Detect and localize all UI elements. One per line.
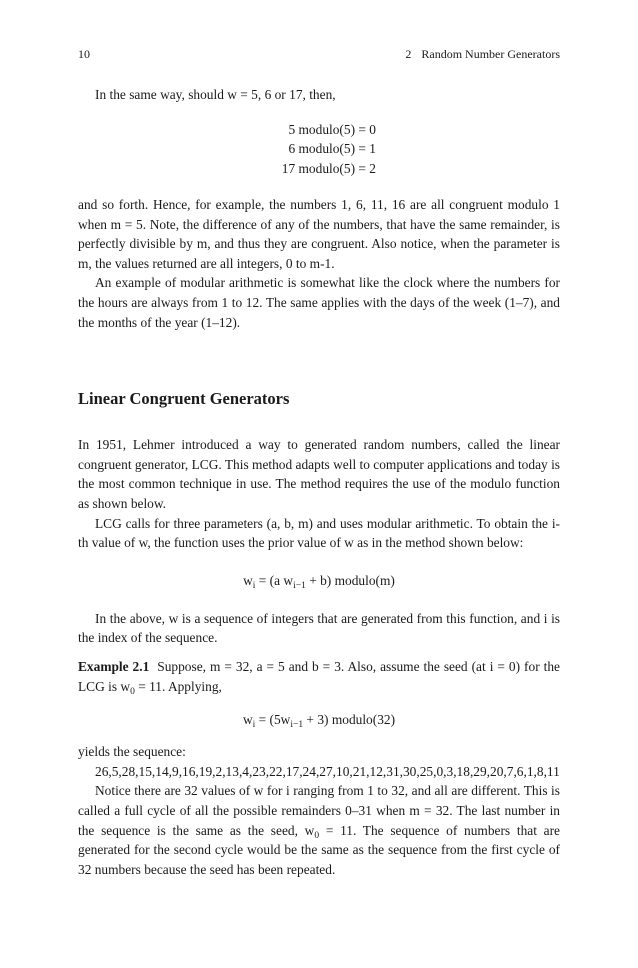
eq-term: = (5w bbox=[255, 712, 291, 728]
example-paragraph bbox=[78, 657, 560, 696]
clock-paragraph: An example of modular arithmetic is somewhat like the clock where the numbers for the hours are always from 1 to 12. The same applies with the days of the week (1–7), and the months of the year (1–12). bbox=[78, 275, 560, 330]
example-label: Example 2.1 bbox=[78, 659, 150, 674]
eq-subscript: i−1 bbox=[293, 580, 306, 591]
example-text: = 11. Applying, bbox=[134, 678, 222, 694]
eq-term: + b) modulo(m) bbox=[305, 572, 395, 588]
lcg-example-equation bbox=[78, 710, 560, 730]
paragraph-text: Notice there are 32 values of w for i ranging from 1 to 32, and all are different. This is called a full cycle of all the possible remainders 0–31 when m = 32. The last number in the sequence is the same as the seed, w bbox=[78, 783, 560, 838]
modulo-example-line: 6 modulo(5) = 1 bbox=[288, 141, 376, 157]
sequence-definition-paragraph: In the above, w is a sequence of integers that are generated from this function, and i is the index of the sequence. bbox=[78, 610, 560, 646]
eq-term: = (a w bbox=[255, 572, 294, 588]
lcg-parameters-paragraph: LCG calls for three parameters (a, b, m) and uses modular arithmetic. To obtain the i-th value of w, the function uses the prior value of w as in the method shown below: bbox=[78, 515, 560, 551]
chapter-number: 2 bbox=[405, 47, 412, 61]
lehmer-paragraph: In 1951, Lehmer introduced a way to generated random numbers, called the linear congruent generator, LCG. This method adapts well to computer applications and today is the most common technique in use. The method requires the use of the modulo function as shown below. bbox=[78, 437, 560, 512]
book-page bbox=[78, 46, 560, 879]
eq-subscript: i−1 bbox=[290, 720, 304, 731]
generated-sequence: 26,5,28,15,14,9,16,19,2,13,4,23,22,17,24,27,10,21,12,31,30,25,0,3,18,29,20,7,6,1,8,11 bbox=[95, 763, 560, 779]
eq-term: w bbox=[243, 572, 253, 588]
yields-line: yields the sequence: bbox=[78, 744, 186, 760]
eq-subscript: i bbox=[252, 580, 256, 591]
eq-subscript: 0 bbox=[314, 830, 320, 841]
eq-term: w bbox=[242, 712, 253, 728]
running-head bbox=[78, 46, 560, 62]
example-text: Suppose, m = 32, a = 5 and b = 3. Also, assume the seed (at i = 0) for the LCG is w bbox=[78, 659, 560, 694]
modulo-example-line: 5 modulo(5) = 0 bbox=[288, 121, 376, 137]
eq-term: + 3) modulo(32) bbox=[303, 712, 396, 728]
lcg-general-equation bbox=[78, 571, 560, 591]
paragraph-text: = 11. The sequence of numbers that are generated for the second cycle would be the same as the sequence from the first cycle of 32 numbers because the seed has been repeated. bbox=[78, 822, 561, 877]
eq-subscript: 0 bbox=[130, 686, 135, 697]
congruence-paragraph: and so forth. Hence, for example, the numbers 1, 6, 11, 16 are all congruent modulo 1 when m = 5. Note, the difference of any of the numbers, that have the same remainder, is perfectly divisible by m, and thus they are congruent. Also notice, when the parameter is m, the values returned are all integers, 0 to m-1. bbox=[78, 197, 560, 271]
intro-paragraph: In the same way, should w = 5, 6 or 17, then, bbox=[95, 87, 336, 102]
modulo-example-line: 17 modulo(5) = 2 bbox=[281, 160, 376, 176]
page-number: 10 bbox=[78, 47, 90, 61]
eq-subscript: i bbox=[252, 720, 256, 731]
chapter-title: Random Number Generators bbox=[421, 47, 560, 61]
modulo-example-equations bbox=[260, 120, 376, 179]
section-heading: Linear Congruent Generators bbox=[78, 389, 290, 409]
chapter-header bbox=[405, 46, 560, 62]
full-cycle-paragraph bbox=[78, 781, 560, 879]
